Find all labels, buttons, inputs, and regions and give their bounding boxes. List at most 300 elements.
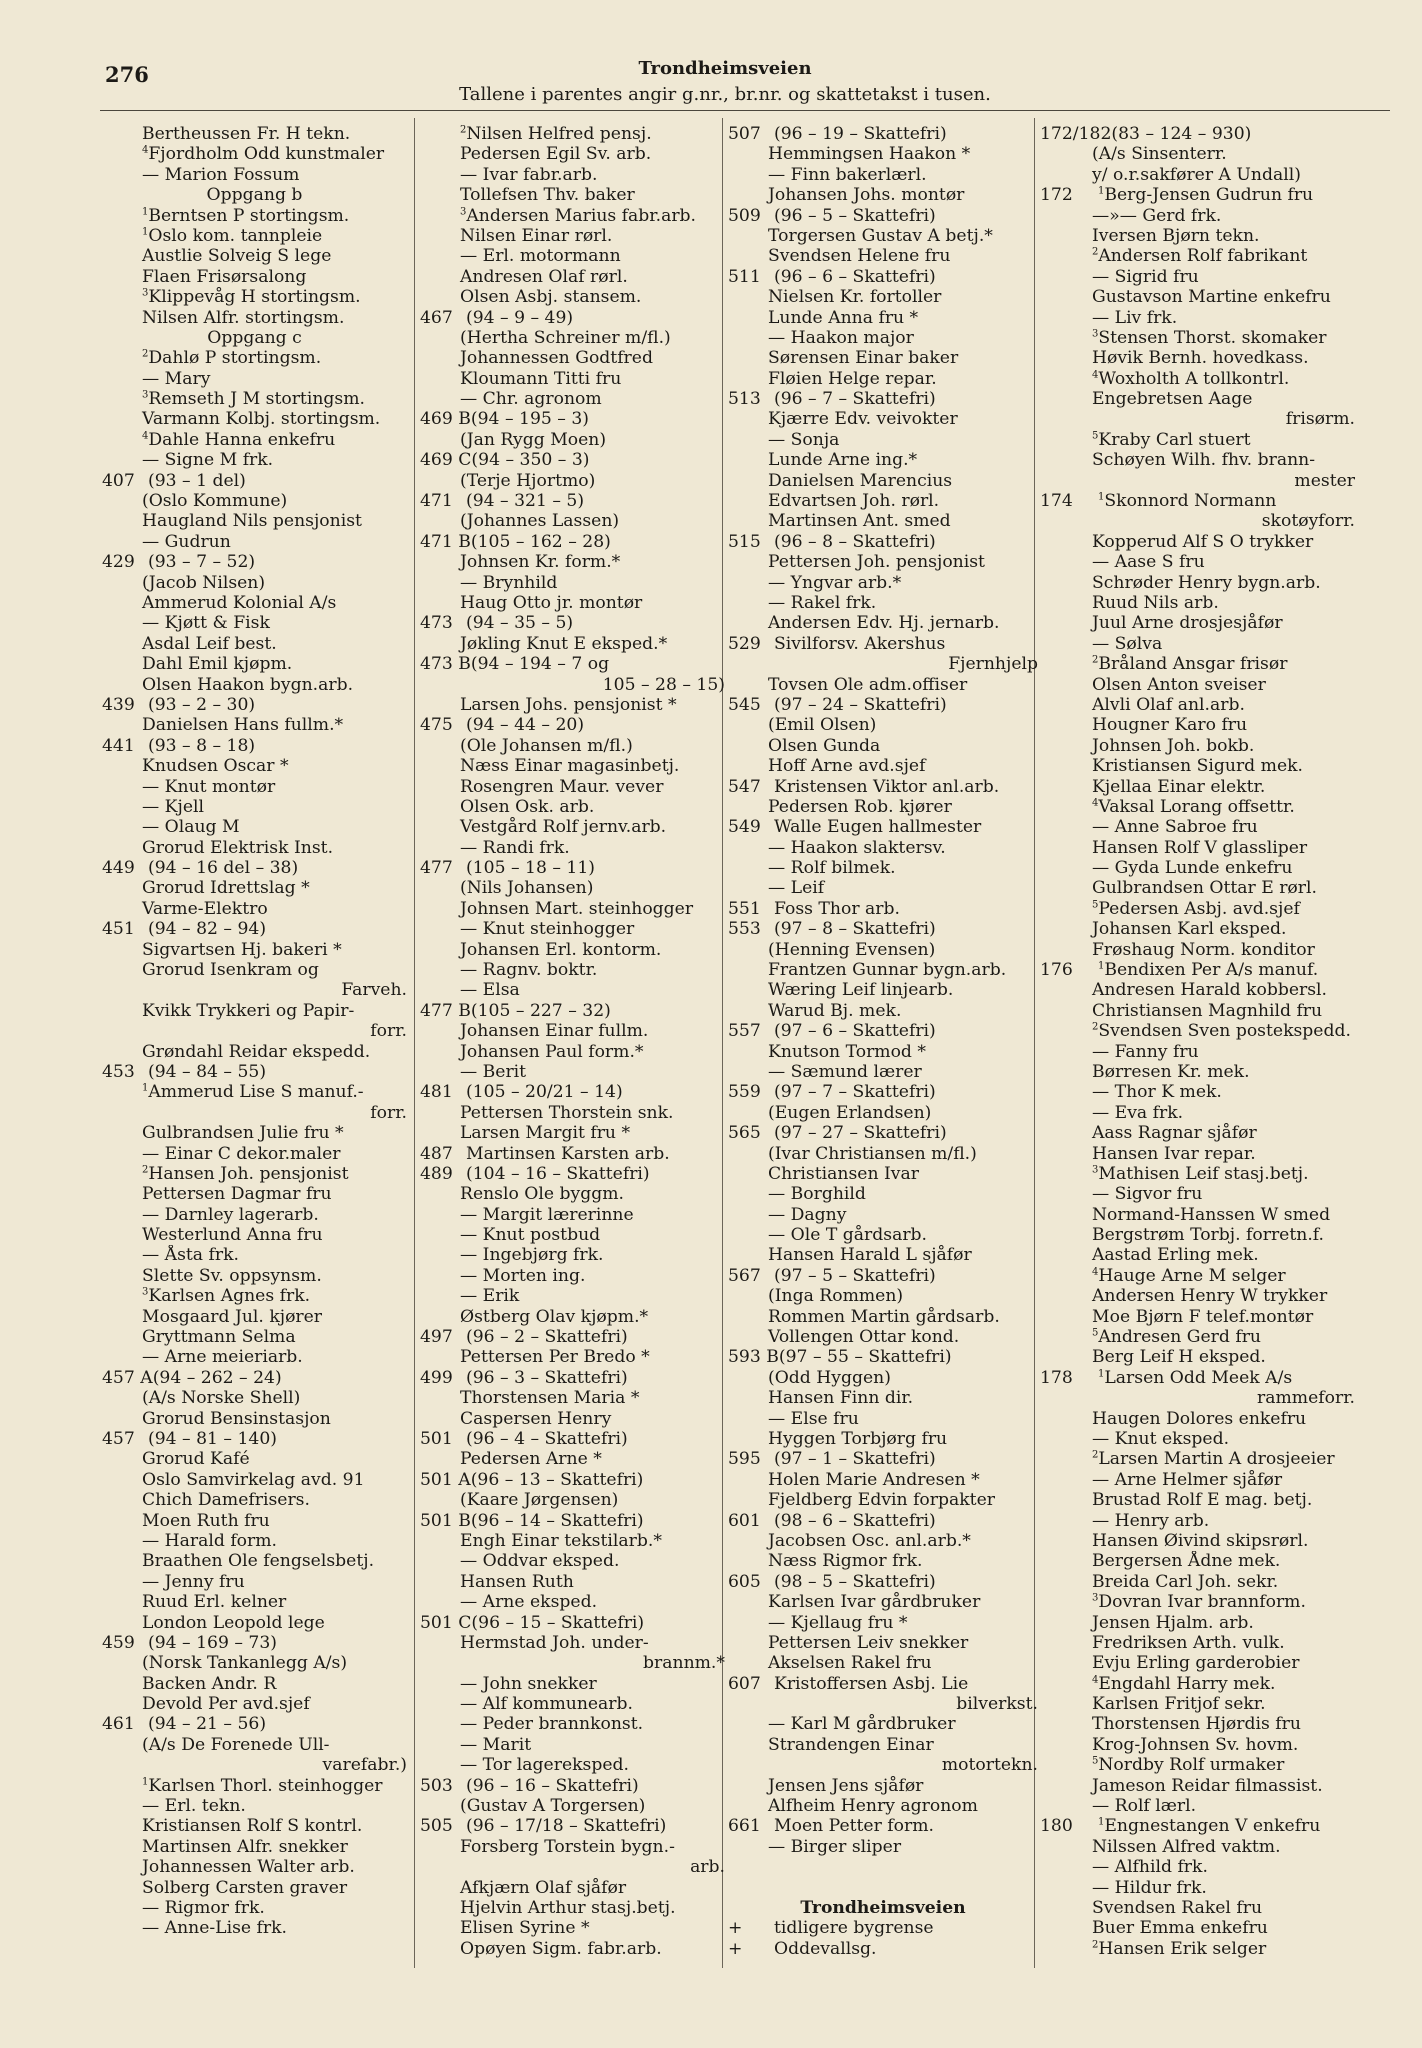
- entry-text: (Ole Johansen m/fl.): [460, 735, 633, 756]
- entry-text: Olsen Haakon bygn.arb.: [142, 674, 354, 695]
- entry-text: Forsberg Torstein bygn.-: [460, 1836, 675, 1857]
- directory-entry: [1040, 1286, 1355, 1306]
- directory-column-2: [420, 124, 725, 1959]
- directory-entry: [420, 1225, 725, 1245]
- directory-entry: [102, 124, 407, 144]
- directory-entry: [1040, 1205, 1355, 1225]
- directory-entry: [102, 1184, 407, 1204]
- directory-column-4: [1040, 124, 1355, 1959]
- directory-entry: [102, 1592, 407, 1612]
- directory-entry: [102, 389, 407, 409]
- house-number: 449: [102, 858, 135, 879]
- house-number: 601: [728, 1510, 761, 1531]
- directory-entry: [728, 1062, 1038, 1082]
- directory-entry: [1040, 1225, 1355, 1245]
- directory-entry: [728, 838, 1038, 858]
- directory-entry: [728, 1205, 1038, 1225]
- directory-entry: [102, 185, 407, 205]
- entry-text: Nielsen Kr. fortoller: [768, 287, 942, 308]
- directory-entry: [420, 511, 725, 531]
- entry-text: (Terje Hjortmo): [460, 470, 596, 491]
- house-number: 473: [420, 613, 453, 634]
- entry-text: Austlie Solveig S lege: [142, 246, 332, 267]
- entry-text: Schrøder Henry bygn.arb.: [1092, 572, 1321, 593]
- house-number: 505: [420, 1816, 453, 1837]
- directory-entry: [102, 1470, 407, 1490]
- entry-text: — Sigvor fru: [1092, 1184, 1203, 1205]
- entry-text: Mosgaard Jul. kjører: [142, 1306, 323, 1327]
- floor-marker: 1: [1098, 1368, 1105, 1380]
- entry-text: Moe Bjørn F telef.montør: [1092, 1306, 1314, 1327]
- entry-text: — Sigrid fru: [1092, 266, 1199, 287]
- entry-text: Andersen Rolf fabrikant: [1098, 246, 1308, 267]
- directory-entry: [728, 409, 1038, 429]
- house-number: 407: [102, 470, 135, 491]
- entry-text: Fjordholm Odd kunstmaler: [148, 144, 385, 165]
- directory-entry: [728, 124, 1038, 144]
- floor-marker: 3: [1092, 1164, 1099, 1176]
- directory-entry: [1040, 1551, 1355, 1571]
- directory-entry: [1040, 1164, 1355, 1184]
- entry-text: Klippevåg H stortingsm.: [148, 287, 361, 308]
- entry-text: Aass Ragnar sjåfør: [1092, 1123, 1257, 1144]
- entry-text: — Hildur frk.: [1092, 1877, 1207, 1898]
- entry-text: Holen Marie Andresen *: [768, 1469, 980, 1490]
- directory-entry: [1040, 1001, 1355, 1021]
- directory-entry: [1040, 389, 1355, 409]
- directory-entry: [1040, 1918, 1355, 1938]
- entry-text: (93 – 7 – 52): [148, 552, 256, 573]
- directory-entry: [1040, 206, 1355, 226]
- entry-text: Næss Einar magasinbetj.: [460, 756, 680, 777]
- entry-text: Karlsen Agnes frk.: [148, 1286, 311, 1307]
- directory-entry: [420, 1735, 725, 1755]
- entry-text: Danielsen Marencius: [768, 470, 953, 491]
- entry-text: (96 – 14 – Skattefri): [470, 1510, 644, 1531]
- entry-text: Asdal Leif best.: [142, 633, 277, 654]
- directory-entry: [102, 165, 407, 185]
- directory-entry: [728, 369, 1038, 389]
- entry-text: (94 – 81 – 140): [148, 1429, 277, 1449]
- entry-text: Rosengren Maur. vever: [460, 776, 664, 797]
- entry-text: Engebretsen Aage: [1092, 389, 1253, 410]
- directory-entry: [102, 1918, 407, 1938]
- directory-entry: [420, 1144, 725, 1164]
- entry-text: Strandengen Einar: [768, 1734, 934, 1755]
- entry-text: — Ingebjørg frk.: [460, 1245, 604, 1266]
- directory-entry: [728, 389, 1038, 409]
- directory-entry: [102, 1776, 407, 1796]
- entry-text: — Randi frk.: [460, 837, 570, 858]
- floor-marker: 5: [1092, 1755, 1099, 1767]
- entry-text: — Rakel frk.: [768, 592, 877, 613]
- entry-text: Hougner Karo fru: [1092, 715, 1248, 736]
- section-heading: Oppgang c: [207, 327, 302, 348]
- directory-entry: [1040, 1674, 1355, 1694]
- directory-entry: [420, 1184, 725, 1204]
- directory-column-3: [728, 124, 1038, 1959]
- entry-text: Johnsen Kr. form.*: [460, 552, 621, 573]
- entry-text: (Oslo Kommune): [142, 491, 288, 512]
- directory-entry: [420, 430, 725, 450]
- directory-entry: [420, 1878, 725, 1898]
- directory-entry: [420, 1001, 725, 1021]
- entry-text: Brustad Rolf E mag. betj.: [1092, 1490, 1313, 1511]
- entry-text: (Nils Johansen): [460, 878, 594, 899]
- directory-entry: [1040, 1653, 1355, 1673]
- entry-text: Dovran Ivar brannform.: [1098, 1592, 1306, 1613]
- entry-continuation: 105 – 28 – 15): [602, 674, 725, 695]
- directory-entry: [420, 1470, 725, 1490]
- directory-entry: [728, 1164, 1038, 1184]
- directory-entry: [728, 1714, 1038, 1734]
- entry-text: Stensen Thorst. skomaker: [1098, 327, 1327, 348]
- entry-text: — Tor lagereksped.: [460, 1755, 629, 1776]
- directory-entry: [728, 1429, 1038, 1449]
- directory-entry: [420, 185, 725, 205]
- directory-entry: [102, 1572, 407, 1592]
- directory-entry: [1040, 226, 1355, 246]
- entry-text: Johansen Erl. kontorm.: [460, 939, 662, 960]
- directory-entry: [1040, 899, 1355, 919]
- entry-text: (93 – 8 – 18): [148, 735, 256, 756]
- entry-text: Wæring Leif linjearb.: [768, 980, 954, 1001]
- entry-text: Kraby Carl stuert: [1098, 429, 1251, 450]
- entry-text: (105 – 20/21 – 14): [466, 1082, 623, 1103]
- entry-text: Johansen Johs. montør: [768, 185, 965, 206]
- entry-text: Jensen Jens sjåfør: [768, 1775, 924, 1796]
- entry-text: (Gustav A Torgersen): [460, 1796, 646, 1817]
- directory-entry: [420, 980, 725, 1000]
- directory-entry: [420, 1123, 725, 1143]
- directory-entry: [1040, 634, 1355, 654]
- entry-text: Fjeldberg Edvin forpakter: [768, 1490, 995, 1511]
- directory-entry: [420, 654, 725, 674]
- directory-entry: [728, 1144, 1038, 1164]
- entry-text: Torgersen Gustav A betj.*: [768, 225, 993, 246]
- directory-entry: [102, 552, 407, 572]
- directory-entry: [1040, 1816, 1355, 1836]
- entry-text: Tollefsen Thv. baker: [460, 185, 635, 206]
- directory-entry: [1040, 777, 1355, 797]
- house-number: 467: [420, 307, 453, 328]
- entry-text: (97 – 27 – Skattefri): [774, 1123, 947, 1144]
- page-number: 276: [105, 62, 149, 87]
- entry-text: — Kjellaug fru *: [768, 1612, 908, 1633]
- entry-text: — Finn bakerlærl.: [768, 164, 927, 185]
- entry-text: Karlsen Thorl. steinhogger: [148, 1775, 383, 1796]
- house-number: +: [728, 1938, 743, 1959]
- entry-text: Haug Otto jr. montør: [460, 592, 643, 613]
- entry-text: Lunde Anna fru *: [768, 307, 919, 328]
- directory-entry: [420, 1674, 725, 1694]
- entry-text: (97 – 7 – Skattefri): [774, 1082, 936, 1103]
- entry-text: Vollengen Ottar kond.: [768, 1327, 960, 1348]
- entry-text: (104 – 16 – Skattefri): [466, 1163, 650, 1184]
- directory-entry: [1040, 878, 1355, 898]
- directory-entry: [728, 511, 1038, 531]
- entry-text: Knutson Tormod *: [768, 1041, 926, 1062]
- directory-entry: [420, 246, 725, 266]
- entry-text: Walle Eugen hallmester: [774, 817, 982, 838]
- directory-entry: [728, 1245, 1038, 1265]
- entry-text: Pedersen Rob. kjører: [768, 796, 952, 817]
- entry-text: Andresen Harald kobbersl.: [1092, 980, 1327, 1001]
- directory-entry: [102, 287, 407, 307]
- directory-entry: [420, 144, 725, 164]
- entry-text: Grøndahl Reidar ekspedd.: [142, 1041, 371, 1062]
- directory-entry: [728, 1409, 1038, 1429]
- directory-entry: [102, 1347, 407, 1367]
- house-number: 549: [728, 817, 761, 838]
- directory-entry: [1040, 1042, 1355, 1062]
- entry-text: Jacobsen Osc. anl.arb.*: [768, 1530, 971, 1551]
- entry-text: Dahl Emil kjøpm.: [142, 654, 293, 675]
- entry-text: — Arne meieriarb.: [142, 1347, 303, 1368]
- entry-text: Buer Emma enkefru: [1092, 1918, 1268, 1939]
- entry-text: Renslo Ole byggm.: [460, 1184, 625, 1205]
- entry-text: Hansen Erik selger: [1098, 1938, 1267, 1959]
- directory-entry: [1040, 715, 1355, 735]
- directory-entry: [728, 144, 1038, 164]
- entry-text: — Knut eksped.: [1092, 1429, 1230, 1449]
- directory-entry: [1040, 246, 1355, 266]
- directory-entry: [1040, 1837, 1355, 1857]
- entry-text: Devold Per avd.sjef: [142, 1694, 310, 1715]
- entry-text: Evju Erling garderobier: [1092, 1653, 1300, 1674]
- directory-entry: [1040, 1307, 1355, 1327]
- house-number: 565: [728, 1123, 761, 1144]
- directory-entry: [728, 1735, 1038, 1755]
- floor-marker: 4: [142, 144, 149, 156]
- entry-text: — Erik: [460, 1286, 520, 1307]
- entry-text: (Johannes Lassen): [460, 511, 620, 532]
- directory-entry: [1040, 960, 1355, 980]
- entry-text: Johnsen Joh. bokb.: [1092, 735, 1255, 756]
- directory-entry: [102, 226, 407, 246]
- directory-entry: [1040, 838, 1355, 858]
- house-number: 471: [420, 491, 453, 512]
- directory-entry: [102, 1898, 407, 1918]
- entry-text: Oslo Samvirkelag avd. 91: [142, 1469, 365, 1490]
- entry-text: — Ivar fabr.arb.: [460, 164, 598, 185]
- entry-text: (97 – 1 – Skattefri): [774, 1449, 936, 1470]
- house-number: 469 C: [420, 450, 472, 471]
- entry-text: — Peder brannkonst.: [460, 1714, 644, 1735]
- directory-entry: [420, 675, 725, 695]
- house-number: 475: [420, 715, 453, 736]
- directory-entry: [1040, 124, 1355, 144]
- directory-entry: [102, 1816, 407, 1836]
- directory-entry: [102, 654, 407, 674]
- entry-text: Caspersen Henry: [460, 1408, 612, 1429]
- entry-text: (94 – 21 – 56): [148, 1714, 267, 1735]
- directory-entry: [102, 613, 407, 633]
- directory-entry: [728, 593, 1038, 613]
- entry-text: Hyggen Torbjørg fru: [768, 1429, 948, 1449]
- house-number: 509: [728, 205, 761, 226]
- directory-entry: [1040, 430, 1355, 450]
- entry-text: Pettersen Thorstein snk.: [460, 1102, 674, 1123]
- entry-text: Nordby Rolf urmaker: [1098, 1755, 1285, 1776]
- directory-entry: [420, 1837, 725, 1857]
- directory-entry: [102, 1857, 407, 1877]
- directory-entry: [728, 1653, 1038, 1673]
- directory-entry: [1040, 511, 1355, 531]
- entry-text: Andresen Olaf rørl.: [460, 266, 628, 287]
- directory-entry: [728, 206, 1038, 226]
- directory-entry: [102, 1613, 407, 1633]
- entry-text: Aastad Erling mek.: [1092, 1245, 1259, 1266]
- column-divider: [414, 118, 415, 1968]
- directory-entry: [420, 1755, 725, 1775]
- entry-text: (105 – 227 – 32): [470, 1000, 611, 1021]
- directory-entry: [728, 1266, 1038, 1286]
- entry-text: Kristensen Viktor anl.arb.: [774, 776, 1000, 797]
- directory-entry: [420, 491, 725, 511]
- directory-entry: [728, 1816, 1038, 1836]
- directory-entry: [102, 1755, 407, 1775]
- entry-text: — Alf kommunearb.: [460, 1694, 633, 1715]
- directory-entry: [102, 1225, 407, 1245]
- entry-text: Nilssen Alfred vaktm.: [1092, 1836, 1281, 1857]
- directory-entry: [1040, 940, 1355, 960]
- directory-entry: [420, 940, 725, 960]
- entry-text: — Olaug M: [142, 817, 240, 838]
- directory-entry: [420, 878, 725, 898]
- entry-text: Haugen Dolores enkefru: [1092, 1408, 1307, 1429]
- directory-entry: [728, 715, 1038, 735]
- entry-text: — Knut postbud: [460, 1225, 601, 1246]
- house-number: 172/182: [1040, 124, 1112, 144]
- entry-text: Svendsen Helene fru: [768, 246, 951, 267]
- entry-text: Engh Einar tekstilarb.*: [460, 1530, 662, 1551]
- entry-text: (Kaare Jørgensen): [460, 1490, 619, 1511]
- directory-entry: [420, 409, 725, 429]
- directory-entry: [102, 1123, 407, 1143]
- entry-text: — Thor K mek.: [1092, 1082, 1222, 1103]
- entry-text: — Alfhild frk.: [1092, 1857, 1208, 1878]
- entry-text: (97 – 24 – Skattefri): [774, 694, 947, 715]
- directory-entry: [1040, 756, 1355, 776]
- directory-entry: [728, 267, 1038, 287]
- directory-entry: [728, 1939, 1038, 1959]
- directory-entry: [102, 1531, 407, 1551]
- entry-text: Backen Andr. R: [142, 1673, 277, 1694]
- directory-entry: [1040, 409, 1355, 429]
- directory-entry: [420, 1816, 725, 1836]
- entry-text: Flaen Frisørsalong: [142, 266, 307, 287]
- directory-entry: [102, 1694, 407, 1714]
- directory-entry: [1040, 1572, 1355, 1592]
- directory-entry: [102, 573, 407, 593]
- section-heading: Trondheimsveien: [800, 1897, 966, 1918]
- floor-marker: 2: [1092, 1021, 1099, 1033]
- floor-marker: 1: [142, 226, 149, 238]
- directory-entry: [420, 797, 725, 817]
- entry-text: (96 – 5 – Skattefri): [774, 205, 936, 226]
- entry-text: Jensen Hjalm. arb.: [1092, 1612, 1254, 1633]
- entry-text: Oslo kom. tannpleie: [148, 225, 323, 246]
- directory-entry: [102, 1266, 407, 1286]
- directory-entry: [102, 858, 407, 878]
- entry-text: (96 – 15 – Skattefri): [471, 1612, 645, 1633]
- house-number: 469 B: [420, 409, 471, 430]
- entry-text: Grorud Idrettslag *: [142, 878, 310, 899]
- directory-entry: [102, 206, 407, 226]
- floor-marker: 2: [142, 1164, 149, 1176]
- entry-text: Rommen Martin gårdsarb.: [768, 1306, 1000, 1327]
- directory-entry: [102, 1082, 407, 1102]
- directory-entry: [1040, 1021, 1355, 1041]
- house-number: 457: [102, 1429, 135, 1449]
- entry-text: (98 – 6 – Skattefri): [774, 1510, 936, 1531]
- directory-entry: [1040, 1123, 1355, 1143]
- entry-text: (Ivar Christiansen m/fl.): [768, 1143, 977, 1164]
- directory-entry: [420, 756, 725, 776]
- directory-entry: [420, 1449, 725, 1469]
- entry-text: Hansen Finn dir.: [768, 1388, 914, 1409]
- directory-entry: [728, 1490, 1038, 1510]
- directory-entry: [420, 777, 725, 797]
- entry-text: — Eva frk.: [1092, 1102, 1184, 1123]
- entry-text: Haugland Nils pensjonist: [142, 511, 362, 532]
- directory-entry: [1040, 1245, 1355, 1265]
- directory-entry: [1040, 287, 1355, 307]
- directory-entry: [728, 899, 1038, 919]
- directory-entry: [420, 206, 725, 226]
- floor-marker: 4: [1092, 797, 1099, 809]
- entry-text: — Gyda Lunde enkefru: [1092, 858, 1293, 879]
- directory-entry: [1040, 1714, 1355, 1734]
- directory-entry: [102, 1307, 407, 1327]
- section-heading: Oppgang b: [206, 185, 303, 206]
- entry-text: — Margit lærerinne: [460, 1204, 634, 1225]
- entry-text: Pedersen Asbj. avd.sjef: [1098, 898, 1300, 919]
- floor-marker: 1: [1098, 1816, 1105, 1828]
- directory-entry: [728, 878, 1038, 898]
- directory-entry: [1040, 1776, 1355, 1796]
- entry-text: (Hertha Schreiner m/fl.): [460, 327, 671, 348]
- entry-text: (94 – 9 – 49): [466, 307, 574, 328]
- entry-text: (93 – 1 del): [148, 470, 246, 491]
- directory-entry: [102, 1449, 407, 1469]
- entry-text: Martinsen Ant. smed: [768, 511, 951, 532]
- entry-text: (96 – 2 – Skattefri): [466, 1327, 628, 1348]
- directory-entry: [728, 287, 1038, 307]
- entry-text: (97 – 8 – Skattefri): [774, 919, 936, 940]
- directory-entry: [728, 1857, 1038, 1877]
- directory-entry: [420, 328, 725, 348]
- directory-entry: [420, 1327, 725, 1347]
- entry-text: Ammerud Lise S manuf.-: [148, 1082, 364, 1103]
- directory-entry: [102, 430, 407, 450]
- entry-continuation: arb.: [690, 1857, 725, 1878]
- directory-entry: [420, 1592, 725, 1612]
- directory-entry: [1040, 1511, 1355, 1531]
- entry-text: Børresen Kr. mek.: [1092, 1061, 1250, 1082]
- entry-text: — Leif: [768, 878, 825, 899]
- entry-text: — Liv frk.: [1092, 307, 1178, 328]
- entry-text: Hauge Arne M selger: [1098, 1265, 1286, 1286]
- entry-text: Johansen Paul form.*: [460, 1041, 644, 1062]
- entry-text: — Dagny: [768, 1204, 847, 1225]
- directory-entry: [1040, 1266, 1355, 1286]
- directory-entry: [1040, 348, 1355, 368]
- directory-entry: [102, 675, 407, 695]
- house-number: 513: [728, 389, 761, 410]
- directory-entry: [420, 1531, 725, 1551]
